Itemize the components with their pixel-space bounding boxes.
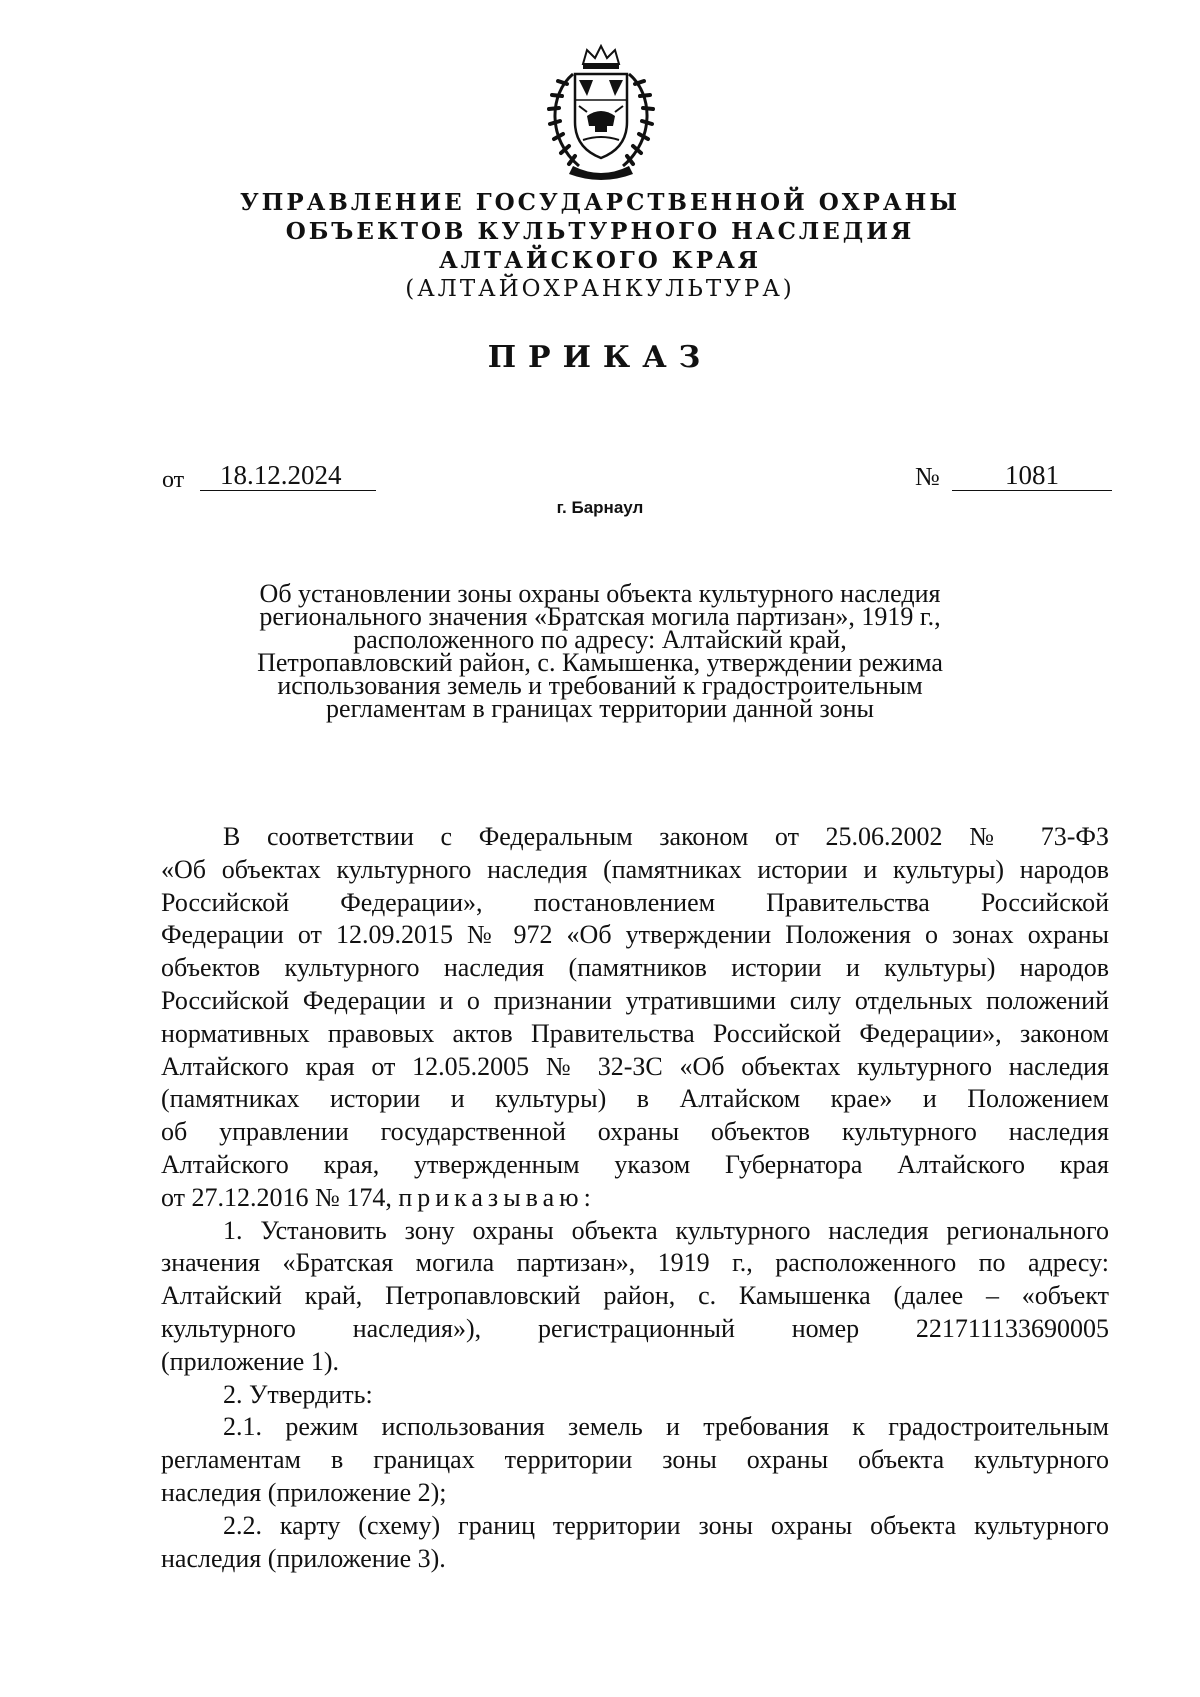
document-date: 18.12.2024 bbox=[200, 460, 376, 491]
org-name-line: АЛТАЙСКОГО КРАЯ bbox=[438, 247, 762, 274]
number-label: № bbox=[915, 462, 940, 491]
item-2-2-line: наследия (приложение 3). bbox=[161, 1543, 446, 1573]
preamble-line: Российской Федерации», постановлением Правительства Российской bbox=[161, 887, 1109, 917]
document-body bbox=[161, 821, 1109, 1575]
item-2-1-line: наследия (приложение 2); bbox=[161, 1477, 447, 1507]
title-line: Петропавловский район, с. Камышенка, утверждении режима bbox=[257, 648, 943, 677]
preamble-line: Алтайского края, утвержденным указом Губернатора Алтайского края bbox=[161, 1149, 1109, 1179]
document-number: 1081 bbox=[952, 460, 1112, 491]
title-line: регионального значения «Братская могила партизан», 1919 г., bbox=[259, 602, 941, 631]
preamble-line: «Об объектах культурного наследия (памятниках истории и культуры) народов bbox=[161, 854, 1109, 884]
item-1-line: 1. Установить зону охраны объекта культурного наследия регионального bbox=[223, 1215, 1109, 1245]
org-name-line: ОБЪЕКТОВ КУЛЬТУРНОГО НАСЛЕДИЯ bbox=[285, 218, 915, 245]
title-line: расположенного по адресу: Алтайский край, bbox=[353, 625, 847, 654]
document-title bbox=[200, 579, 1000, 723]
title-line: использования земель и требований к градостроительным bbox=[277, 671, 923, 700]
preamble-last-line bbox=[161, 1182, 1109, 1215]
date-label: от bbox=[162, 467, 185, 493]
city-name: г. Барнаул bbox=[556, 498, 644, 517]
preamble-line: Федерации от 12.09.2015 № 972 «Об утверждении Положения о зонах охраны bbox=[161, 920, 1109, 950]
preamble-line: (памятниках истории и культуры) в Алтайском крае» и Положением bbox=[161, 1084, 1109, 1114]
order-colon: : bbox=[583, 1182, 591, 1212]
preamble-last-prefix: от 27.12.2016 № 174, bbox=[161, 1182, 399, 1212]
title-line: регламентам в границах территории данной зоны bbox=[326, 694, 874, 723]
coat-of-arms-emblem bbox=[543, 44, 659, 184]
item-1-line: (приложение 1). bbox=[161, 1346, 340, 1376]
item-1-line: значения «Братская могила партизан», 1919 г., расположенного по адресу: bbox=[161, 1248, 1109, 1278]
preamble-line: об управлении государственной охраны объектов культурного наследия bbox=[161, 1117, 1109, 1147]
preamble-line: Алтайского края от 12.05.2005 № 32-ЗС «Об объектах культурного наследия bbox=[161, 1051, 1109, 1081]
preamble-line: В соответствии с Федеральным законом от 25.06.2002 № 73-ФЗ bbox=[223, 822, 1109, 851]
org-abbreviation: (АЛТАЙОХРАНКУЛЬТУРА) bbox=[405, 276, 795, 302]
item-1-line: культурного наследия»), регистрационный номер 221711133690005 bbox=[161, 1313, 1109, 1343]
order-keyword: приказываю bbox=[398, 1182, 584, 1212]
document-type-heading: ПРИКАЗ bbox=[487, 340, 713, 375]
org-name-line: УПРАВЛЕНИЕ ГОСУДАРСТВЕННОЙ ОХРАНЫ bbox=[240, 189, 960, 216]
preamble-line: нормативных правовых актов Правительства Российской Федерации», законом bbox=[161, 1018, 1109, 1048]
item-2-heading: 2. Утвердить: bbox=[223, 1379, 373, 1409]
preamble-line: Российской Федерации и о признании утратившими силу отдельных положений bbox=[161, 985, 1109, 1015]
item-2-2-line: 2.2. карту (схему) границ территории зоны охраны объекта культурного bbox=[223, 1510, 1109, 1540]
item-2-1-line: 2.1. режим использования земель и требования к градостроительным bbox=[223, 1412, 1109, 1442]
preamble-line: объектов культурного наследия (памятников истории и культуры) народов bbox=[161, 953, 1109, 983]
title-line: Об установлении зоны охраны объекта культурного наследия bbox=[259, 579, 941, 608]
item-2-1-line: регламентам в границах территории зоны охраны объекта культурного bbox=[161, 1445, 1109, 1475]
item-1-line: Алтайский край, Петропавловский район, с. Камышенка (далее – «объект bbox=[161, 1281, 1109, 1311]
organization-header bbox=[0, 188, 1200, 304]
